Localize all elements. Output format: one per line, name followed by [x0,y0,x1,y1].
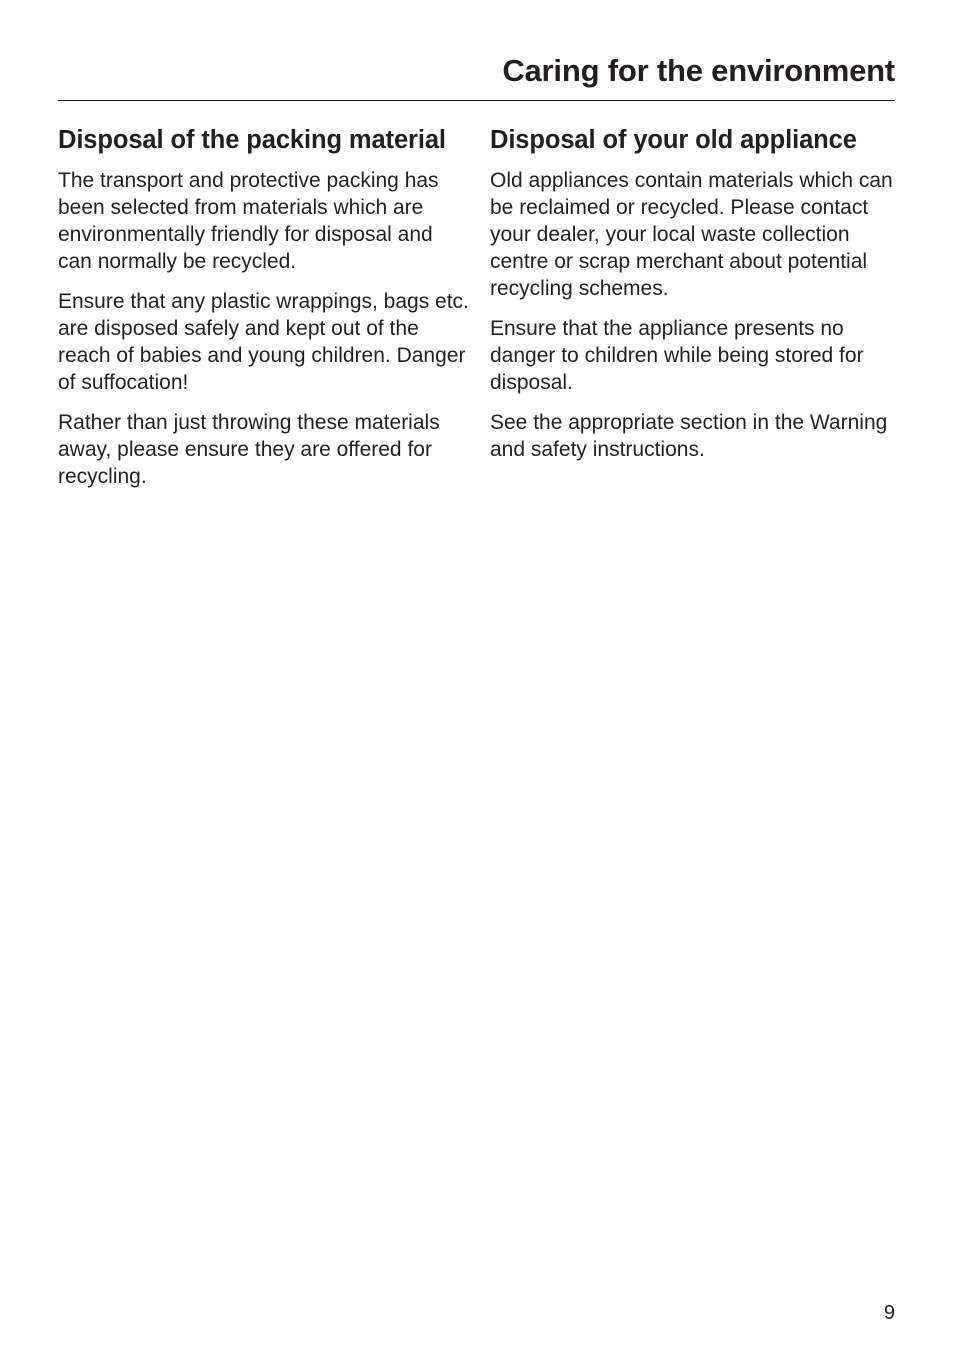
packing-disposal-paragraph-3: Rather than just throwing these materials away, please ensure they are offered for recycling. [58,411,440,488]
packing-disposal-section [58,124,470,503]
appliance-disposal-section [490,124,900,476]
title-divider [58,100,895,101]
appliance-disposal-paragraph-3: See the appropriate section in the Warning and safety instructions. [490,411,888,461]
page-number: 9 [883,1302,895,1324]
packing-disposal-heading: Disposal of the packing material [58,126,446,154]
appliance-disposal-paragraph-1: Old appliances contain materials which can be reclaimed or recycled. Please contact your dealer, your local waste collection centre or scrap merchant about potential recycling schemes. [490,169,893,300]
appliance-disposal-paragraph-2: Ensure that the appliance presents no danger to children while being stored for disposal. [490,317,864,394]
packing-disposal-paragraph-2: Ensure that any plastic wrappings, bags etc. are disposed safely and kept out of the reach of babies and young children. Danger of suffocation! [58,290,469,394]
packing-disposal-paragraph-1: The transport and protective packing has been selected from materials which are environmentally friendly for disposal and can normally be recycled. [58,169,439,273]
page-title: Caring for the environment [502,53,895,88]
appliance-disposal-heading: Disposal of your old appliance [490,126,857,154]
